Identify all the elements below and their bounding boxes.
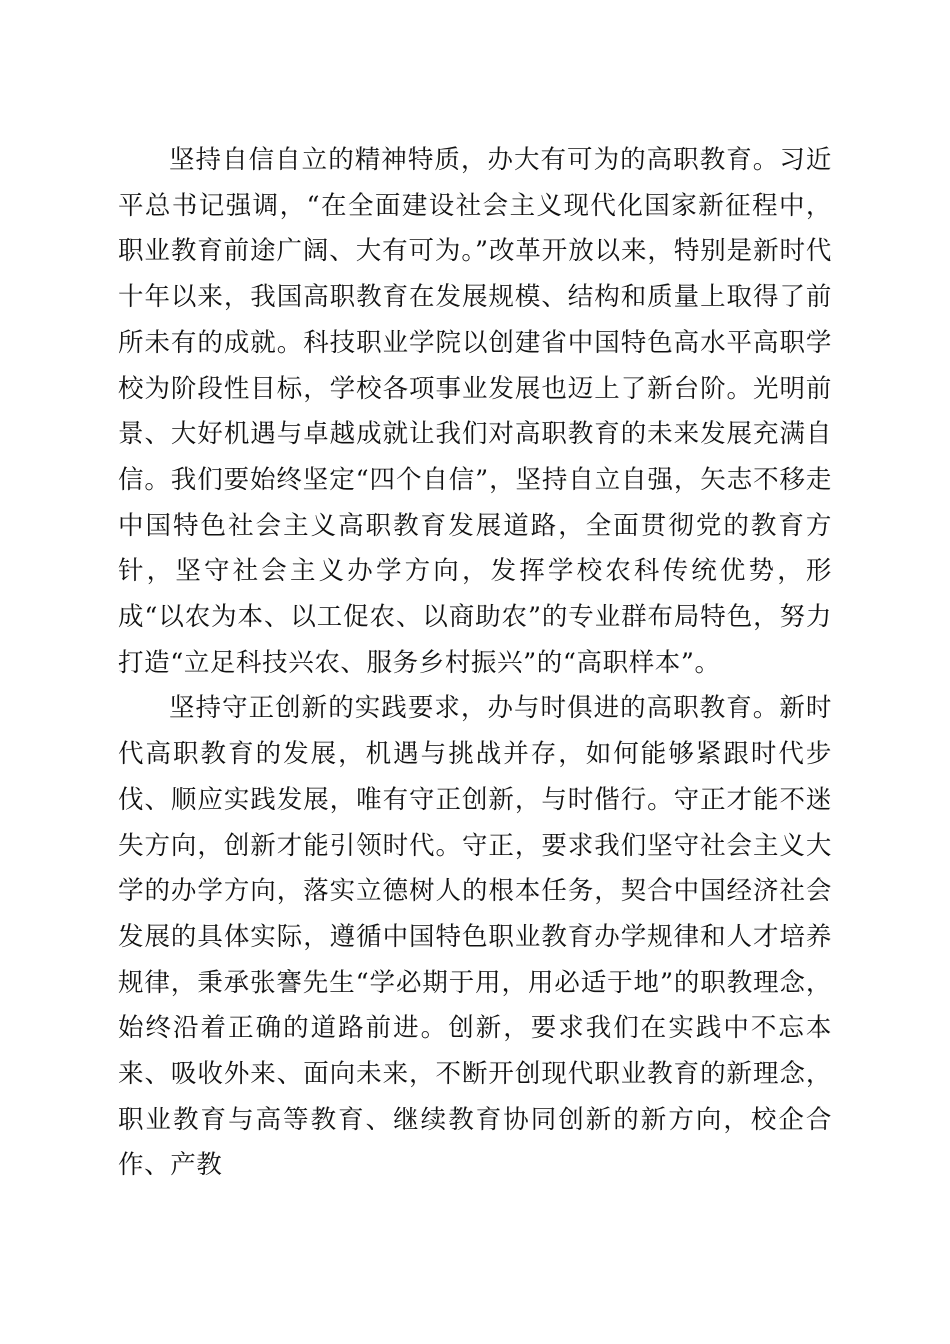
paragraph-innovation: 坚持守正创新的实践要求，办与时俱进的高职教育。新时代高职教育的发展，机遇与挑战并存，如何能够紧跟时代步伐、顺应实践发展，唯有守正创新，与时偕行。守正才能不迷失方向，创新才能引领时代。守正，要求我们坚守社会主义大学的办学方向，落实立德树人的根本任务，契合中国经济社会发展的具体实际，遵循中国特色职业教育办学规律和人才培养规律，秉承张謇先生“学必期于用，用必适于地”的职教理念，始终沿着正确的道路前进。创新，要求我们在实践中不忘本来、吸收外来、面向未来，不断开创现代职业教育的新理念，职业教育与高等教育、继续教育协同创新的新方向，校企合作、产教: [118, 693, 832, 1181]
document-body: [118, 138, 832, 1189]
paragraph-confidence: 坚持自信自立的精神特质，办大有可为的高职教育。习近平总书记强调，“在全面建设社会主义现代化国家新征程中，职业教育前途广阔、大有可为。”改革开放以来，特别是新时代十年以来，我国高职教育在发展规模、结构和质量上取得了前所未有的成就。科技职业学院以创建省中国特色高水平高职学校为阶段性目标，学校各项事业发展也迈上了新台阶。光明前景、大好机遇与卓越成就让我们对高职教育的未来发展充满自信。我们要始终坚定“四个自信”，坚持自立自强，矢志不移走中国特色社会主义高职教育发展道路，全面贯彻党的教育方针，坚守社会主义办学方向，发挥学校农科传统优势，形成“以农为本、以工促农、以商助农”的专业群布局特色，努力打造“立足科技兴农、服务乡村振兴”的“高职样本”。: [118, 145, 832, 678]
